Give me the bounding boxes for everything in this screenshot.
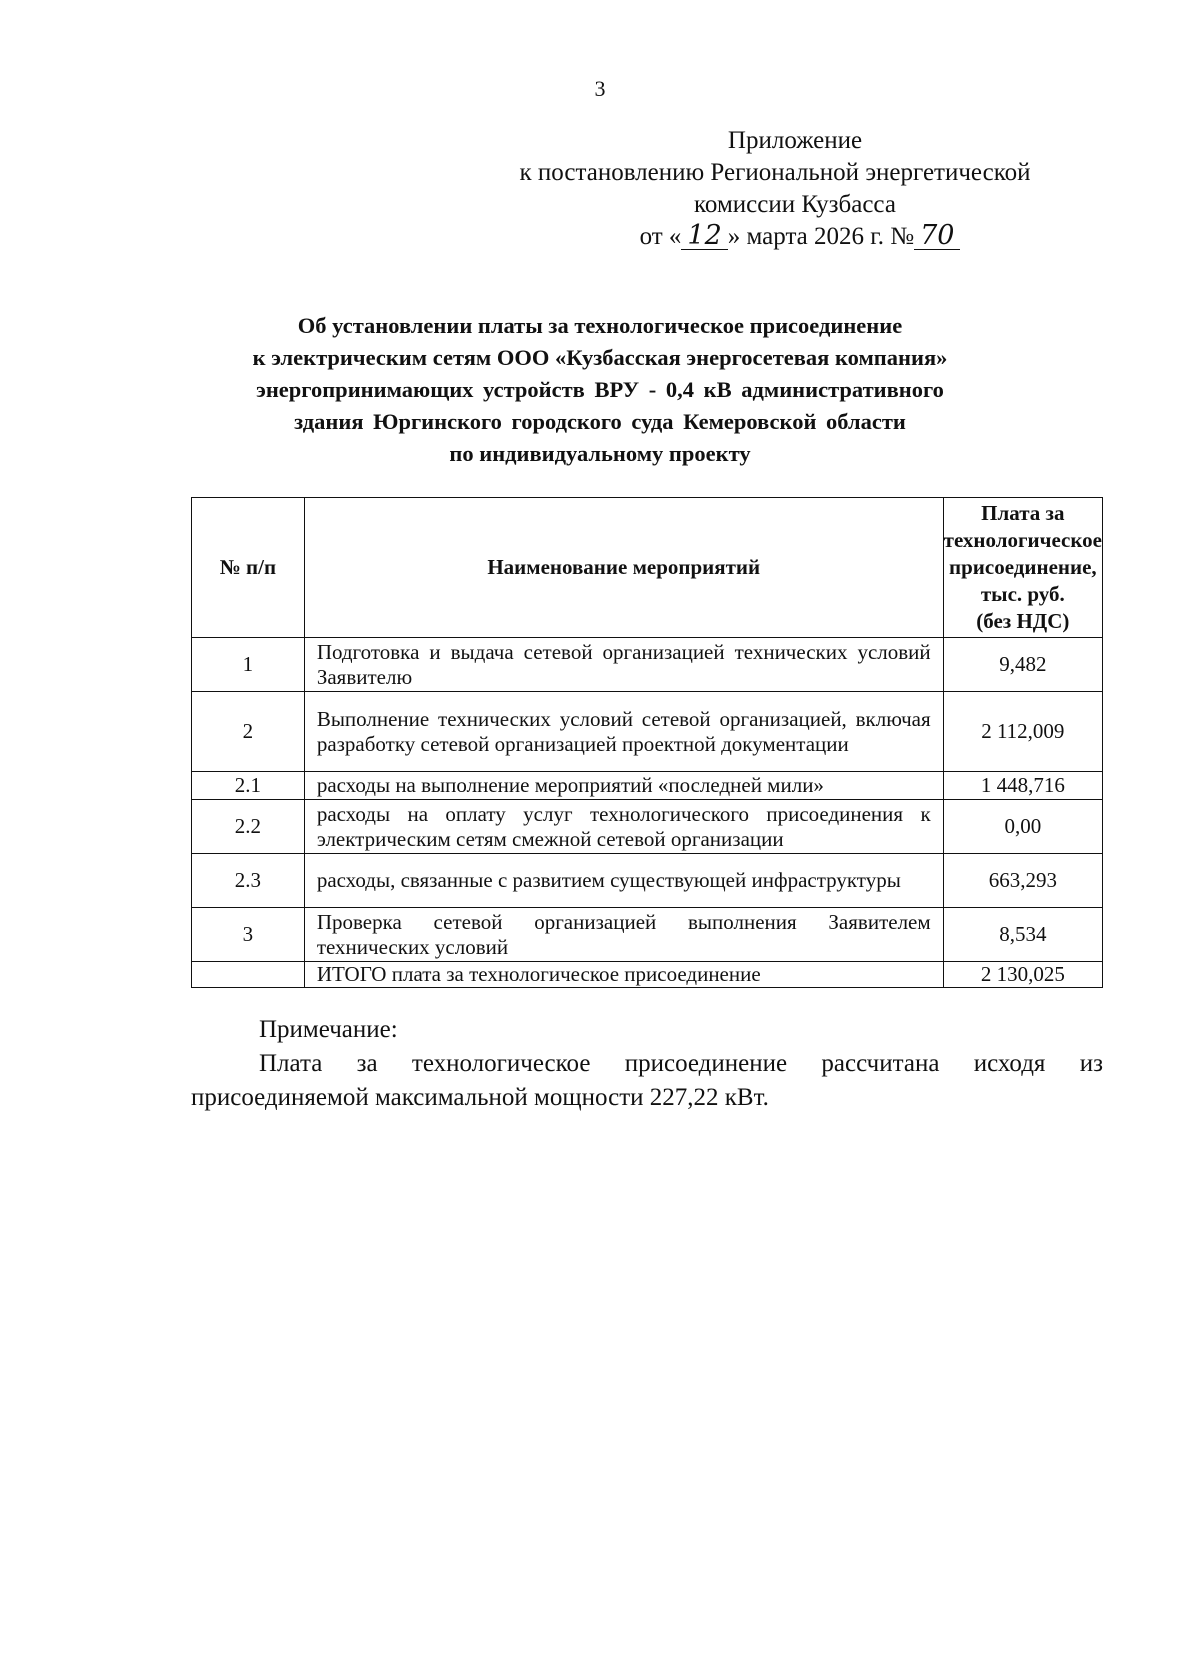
row-num: 2.2 <box>192 800 305 854</box>
page-number: 3 <box>594 76 606 101</box>
row-name: расходы на оплату услуг технологического присоединения к электрическим сетям смежной сетевой организации <box>304 800 943 854</box>
title-line-2: к электрическим сетям ООО «Кузбасская энергосетевая компания» <box>252 345 948 370</box>
row-name: расходы, связанные с развитием существующей инфраструктуры <box>304 854 943 908</box>
row-fee: 9,482 <box>943 638 1102 692</box>
total-fee: 2 130,025 <box>943 962 1102 988</box>
appendix-date-line <box>430 221 1120 253</box>
appendix-line-2: к постановлению Региональной энергетической <box>519 159 1031 186</box>
title-line-5: по индивидуальному проекту <box>449 441 751 466</box>
header-fee-line-4: тыс. руб. <box>980 582 1065 606</box>
appendix-line-3: комиссии Кузбасса <box>694 191 896 218</box>
total-name: ИТОГО плата за технологическое присоединение <box>304 962 943 988</box>
title-line-3: энергопринимающих устройств ВРУ - 0,4 кВ административного <box>256 377 944 402</box>
row-name: расходы на выполнение мероприятий «последней мили» <box>304 772 943 800</box>
appendix-title: Приложение <box>727 127 863 154</box>
row-num: 2.3 <box>192 854 305 908</box>
decree-number-handwritten: 70 <box>914 223 960 250</box>
note-section <box>191 1013 1103 1115</box>
title-line-1: Об установлении платы за технологическое присоединение <box>297 313 903 338</box>
total-num <box>192 962 305 988</box>
fees-table <box>191 497 1103 988</box>
date-prefix: от « <box>639 223 682 250</box>
row-fee: 1 448,716 <box>943 772 1102 800</box>
table-row <box>192 772 1103 800</box>
row-name: Подготовка и выдача сетевой организацией технических условий Заявителю <box>304 638 943 692</box>
row-num: 2.1 <box>192 772 305 800</box>
header-fee-line-3: присоединение, <box>949 555 1097 579</box>
table-header-row <box>192 498 1103 638</box>
note-label: Примечание: <box>259 1016 398 1043</box>
header-fee-line-5: (без НДС) <box>976 609 1070 633</box>
header-fee <box>943 498 1102 638</box>
row-fee: 663,293 <box>943 854 1102 908</box>
table-row <box>192 908 1103 962</box>
row-num: 3 <box>192 908 305 962</box>
header-num: № п/п <box>192 498 305 638</box>
header-fee-line-1: Плата за <box>981 501 1065 525</box>
table-row <box>192 854 1103 908</box>
row-fee: 0,00 <box>943 800 1102 854</box>
date-middle: » марта 2026 г. № <box>727 223 915 250</box>
row-fee: 2 112,009 <box>943 692 1102 772</box>
title-line-4: здания Юргинского городского суда Кемеровской области <box>294 409 906 434</box>
table-row <box>192 692 1103 772</box>
row-name: Проверка сетевой организацией выполнения Заявителем технических условий <box>304 908 943 962</box>
document-title <box>180 310 1020 470</box>
header-name: Наименование мероприятий <box>304 498 943 638</box>
appendix-header <box>430 125 1120 253</box>
table-row <box>192 638 1103 692</box>
table-row <box>192 800 1103 854</box>
table-total-row <box>192 962 1103 988</box>
row-name: Выполнение технических условий сетевой организацией, включая разработку сетевой организацией проектной документации <box>304 692 943 772</box>
note-text: Плата за технологическое присоединение рассчитана исходя из присоединяемой максимальной мощности 227,22 кВт. <box>191 1050 1103 1111</box>
header-fee-line-2: технологическое <box>943 528 1102 552</box>
row-num: 2 <box>192 692 305 772</box>
row-fee: 8,534 <box>943 908 1102 962</box>
date-day-handwritten: 12 <box>681 223 727 250</box>
row-num: 1 <box>192 638 305 692</box>
